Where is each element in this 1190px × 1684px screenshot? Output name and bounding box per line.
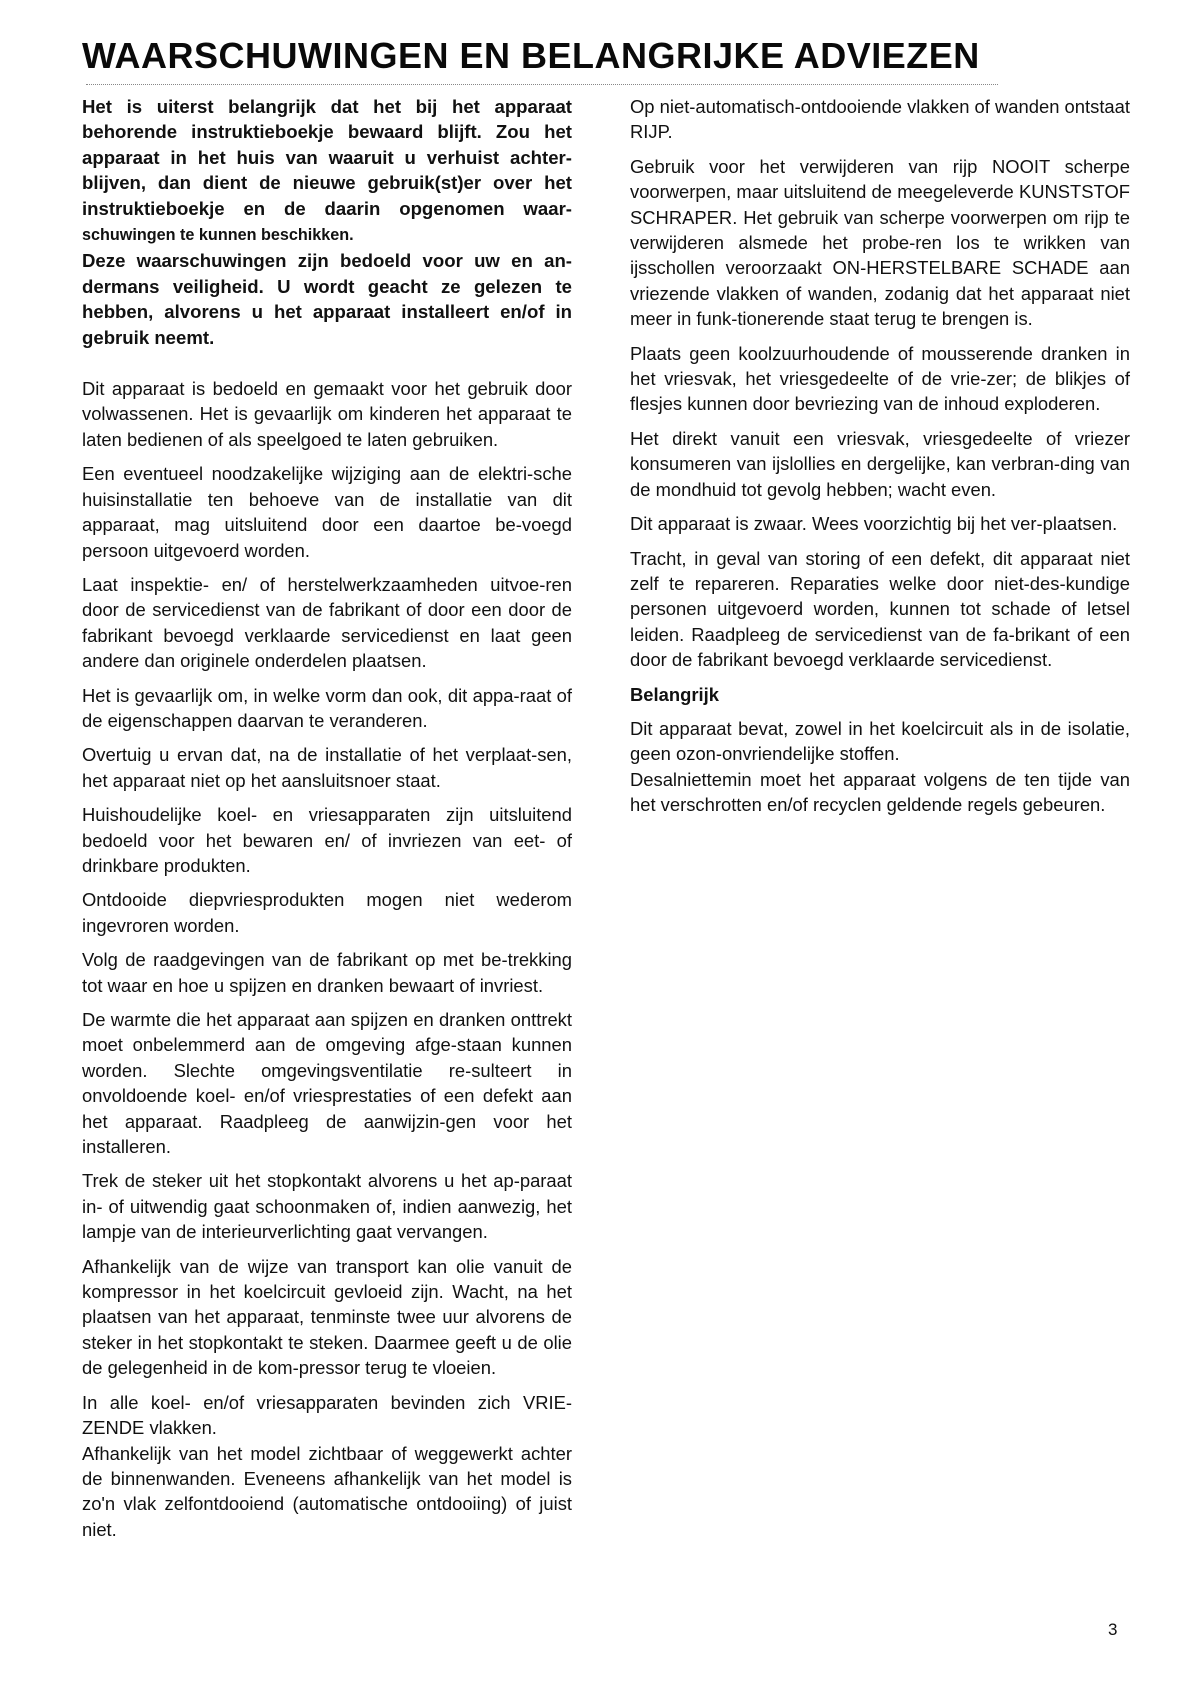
paragraph-left-10: Trek de steker uit het stopkontakt alvorens u het ap-paraat in- of uitwendig gaat schoonmaken of, indien aanwezig, het lampje van de interieurverlichting gaat vervangen.: [82, 1170, 572, 1243]
paragraph-left-6: Huishoudelijke koel- en vriesapparaten zijn uitsluitend bedoeld voor het bewaren en/ of invriezen van eet- of drinkbare produkten.: [82, 804, 572, 876]
paragraph-left-12: In alle koel- en/of vriesapparaten bevinden zich VRIE-ZENDE vlakken.: [82, 1391, 572, 1439]
paragraph-left-5: Overtuig u ervan dat, na de installatie of het verplaat-sen, het apparaat niet op het aansluitsnoer staat.: [82, 744, 572, 791]
page-title: WAARSCHUWINGEN EN BELANGRIJKE ADVIEZEN: [82, 35, 980, 76]
page-number: 3: [1108, 1620, 1118, 1639]
paragraph-right-5: Dit apparaat is zwaar. Wees voorzichtig bij het ver-plaatsen.: [630, 513, 1118, 535]
intro-block: [82, 94, 572, 350]
important-paragraph-2: Desalniettemin moet het apparaat volgens de ten tijde van het verschrotten en/of recyclen geldende regels gebeuren.: [630, 768, 1130, 816]
paragraph-left-4: Het is gevaarlijk om, in welke vorm dan ook, dit appa-raat of de eigenschappen daarvan te veranderen.: [82, 684, 572, 731]
paragraph-left-8: Volg de raadgevingen van de fabrikant op met be-trekking tot waar en hoe u spijzen en dranken bewaart of invriest.: [82, 949, 572, 996]
important-paragraph-1: Dit apparaat bevat, zowel in het koelcircuit als in de isolatie, geen ozon-onvriendelijke stoffen.: [630, 717, 1130, 765]
paragraph-right-4: Het direkt vanuit een vriesvak, vriesgedeelte of vriezer konsumeren van ijslollies en dergelijke, kan verbran-ding van de mondhuid tot gevolg hebben; wacht even.: [630, 427, 1130, 500]
paragraph-right-1: Op niet-automatisch-ontdooiende vlakken of wanden ontstaat RIJP.: [630, 96, 1130, 143]
paragraph-left-2: Een eventueel noodzakelijke wijziging aan de elektri-sche huisinstallatie ten behoeve van de installatie van dit apparaat, mag uitsluitend door een daartoe be-voegd persoon uitgevoerd worden.: [82, 463, 572, 561]
paragraph-right-3: Plaats geen koolzuurhoudende of mousserende dranken in het vriesvak, het vriesgedeelte of de vrie-zer; de blikjes of flesjes kunnen door bevriezing van de inhoud exploderen.: [630, 342, 1130, 415]
right-column: [630, 94, 1130, 827]
intro-paragraph-1-end: schuwingen te kunnen beschikken.: [82, 226, 354, 245]
paragraph-left-7: Ontdooide diepvriesprodukten mogen niet wederom ingevroren worden.: [82, 889, 572, 936]
paragraph-left-13: Afhankelijk van het model zichtbaar of weggewerkt achter de binnenwanden. Eveneens afhankelijk van het model is zo'n vlak zelfontdooiend (automatische ontdooiing) of juist niet.: [82, 1442, 572, 1540]
paragraph-right-2: Gebruik voor het verwijderen van rijp NOOIT scherpe voorwerpen, maar uitsluitend de meegeleverde KUNSTSTOF SCHRAPER. Het gebruik van scherpe voorwerpen om rijp te verwijderen alsmede het probe-ren los te wrikken van ijsschollen veroorzaakt ON-HERSTELBARE SCHADE aan vriezende vlakken of wanden, zodanig dat het apparaat niet meer in funk-tionerende staat terug te brengen is.: [630, 155, 1130, 330]
paragraph-left-1: Dit apparaat is bedoeld en gemaakt voor het gebruik door volwassenen. Het is gevaarlijk om kinderen het apparaat te laten bedienen of als speelgoed te laten gebruiken.: [82, 378, 572, 450]
paragraph-left-11: Afhankelijk van de wijze van transport kan olie vanuit de kompressor in het koelcircuit gevloeid zijn. Wacht, na het plaatsen van het apparaat, tenminste twee uur alvorens de steker in het stopkontakt te steken. Daarmee geeft u de olie de gelegenheid in de kom-pressor terug te vloeien.: [82, 1255, 572, 1379]
paragraph-right-6: Tracht, in geval van storing of een defekt, dit apparaat niet zelf te repareren. Reparaties welke door niet-des-kundige personen uitgevoerd worden, kunnen tot schade of letsel leiden. Raadpleeg de servicedienst van de fa-brikant of een door de fabrikant bevoegd verklaarde servicedienst.: [630, 547, 1130, 671]
title-underline: [86, 84, 998, 85]
left-column: [82, 94, 572, 1551]
paragraph-left-9: De warmte die het apparaat aan spijzen en dranken onttrekt moet onbelemmerd aan de omgeving afge-staan kunnen worden. Slechte omgevingsventilatie re-sulteert in onvoldoende koel- en/of vriesprestaties of een defekt aan het apparaat. Raadpleeg de aanwijzin-gen voor het installeren.: [82, 1009, 572, 1158]
intro-paragraph-1: [82, 94, 572, 248]
intro-paragraph-1-main: Het is uiterst belangrijk dat het bij het apparaat behorende instruktieboekje bewaard blijft. Zou het apparaat in het huis van waaruit u verhuist achter-blijven, dan dient de nieuwe gebruik(st)er over het instruktieboekje en de daarin opgenomen waar-: [82, 96, 572, 219]
paragraph-left-3: Laat inspektie- en/ of herstelwerkzaamheden uitvoe-ren door de servicedienst van de fabrikant of door een door de fabrikant bevoegd verklaarde servicedienst en laat geen andere dan originele onderdelen plaatsen.: [82, 573, 572, 672]
important-heading: Belangrijk: [630, 683, 719, 705]
intro-paragraph-2: Deze waarschuwingen zijn bedoeld voor uw en an-dermans veiligheid. U wordt geacht ze gelezen te hebben, alvorens u het apparaat installeert en/of in gebruik neemt.: [82, 250, 572, 348]
